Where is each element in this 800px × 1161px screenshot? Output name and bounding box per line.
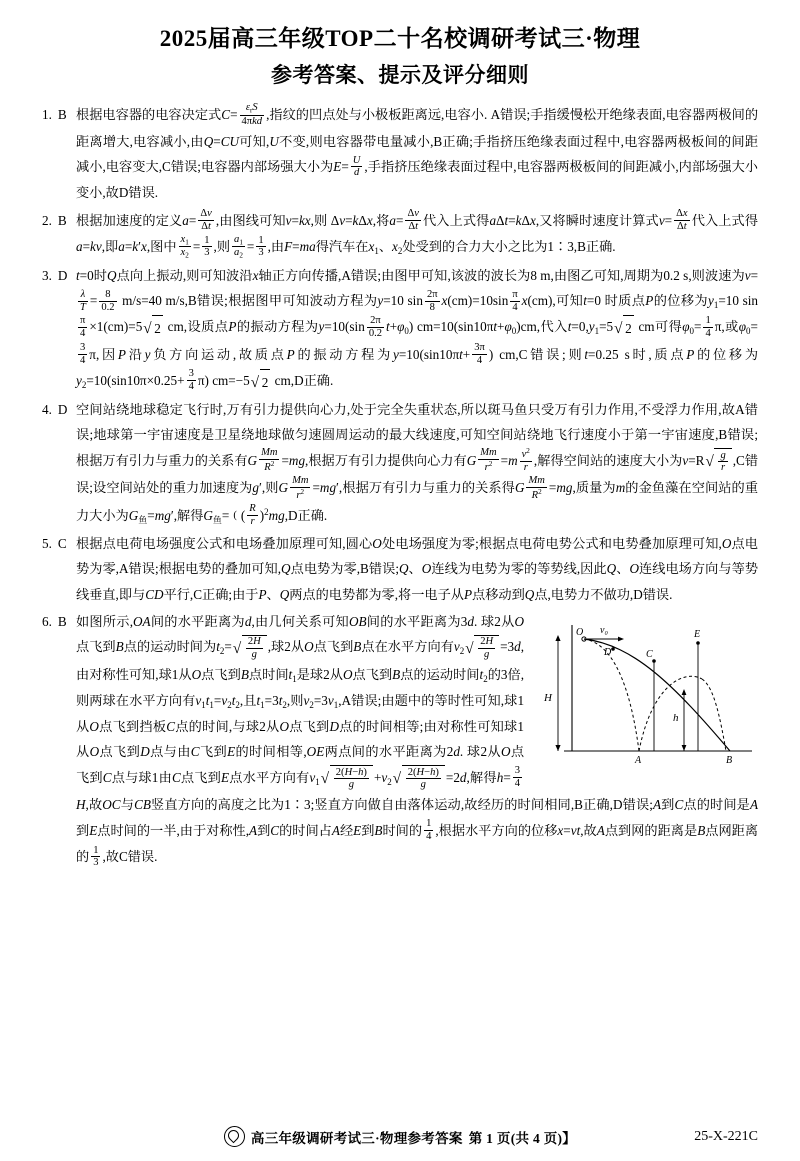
figure-label-v0: v₀ <box>600 624 608 636</box>
footer-title: 高三年级调研考试三·物理参考答案 <box>250 1130 463 1146</box>
footer-page-number: 第 1 页(共 4 页)】 <box>468 1130 577 1146</box>
figure-label-B: B <box>726 754 733 766</box>
footer-center <box>134 1126 666 1147</box>
answer-item-1-text: 根据电容器的电容决定式C= $\frac{\varepsilon_rS}{\text{4πkd}}$ ,指纹的凹点处与小极板距离远,电容小. A错误;手指缓慢松开绝缘表面,电容器两极间的距离增大,电容减小,由Q=CU可知,U不变,则电容器带电量减小,B正确;手指挤压绝缘表面过程中,电容器两极板间的间距减小,电容变大,C错误;电容器内部场强大小为E= $\frac{U}{d}$ ,手指挤压绝缘表面过程中,电容器两极板间的间距减小,内部场强大小变小,故D错误. <box>76 102 759 201</box>
answer-item-2 <box>42 208 758 261</box>
answer-item-3-text: t=0时Q点向上振动,则可知波沿x轴正方向传播,A错误;由图甲可知,该波的波长为8 m,由图乙可知,周期为0.2 s,则波速为v= $\frac{\lambda}{T}$ = $\frac{8}{0.2}$ m/s=40 m/s,B错误;根据图甲可知波动方程为y=10 sin $\frac{2\pi}{8}$ x(cm)=10sin $\frac{\pi}{4}$ x(cm),可知t=0 时质点P的位移为$y_1=10$ sin $\frac{\pi}{4}$ ×1(cm)=5 √ 2 cm,设质点P的振动方程为y=10(sin $\frac{2\pi}{0.2}$ $t+\varphi_0$) $cm=10(\sin 10\pi t+\varphi_0)cm$,代入$t=0,y_1=5$ √ 2 cm可得$\varphi_0=$ $\frac{1}{4}$ π,或$\varphi_0=$ $\frac{3}{4}$ π,因P沿y负方向运动,故质点P的振动方程为y=10(sin10πt+ $\frac{3\pi}{4}$ ) cm,C错误;则t=0.25 s时,质点P的位移为$y_2=10(\sin 10\pi\times 0.25+$ $\frac{3}{4}$ π) cm=−5 √ 2 cm,D正确. <box>76 268 758 388</box>
page-subtitle: 参考答案、提示及评分细则 <box>271 62 529 87</box>
page-title: 2025届高三年级TOP二十名校调研考试三·物理 <box>159 26 641 51</box>
answer-item-4 <box>42 397 758 529</box>
figure-label-O: O <box>576 626 584 638</box>
figure-label-A: A <box>635 754 642 766</box>
projectile-figure <box>534 613 758 769</box>
answer-item-3-number: 3. D <box>42 267 68 283</box>
answer-item-2-text: 根据加速度的定义a= $\frac{\Delta v}{\Delta t}$ ,由图线可知v=kx,则 Δv=kΔx,将a= $\frac{\Delta v}{\Delta t}$ 代入上式得aΔt=kΔx,又将瞬时速度计算式v= $\frac{\Delta x}{\Delta t}$ 代入上式得a=kv,即a=k′x,图中 $\frac{x_1}{x_2}$ = $\frac{1}{3}$ ,则 $\frac{a_1}{a_2}$ = $\frac{1}{3}$ ,由F=ma得汽车在$x_1$、$x_2$处受到的合力大小之比为1∶3,B正确. <box>76 208 759 260</box>
answer-item-4-number: 4. D <box>42 401 68 417</box>
answer-item-5-number: 5. C <box>42 535 67 551</box>
footer-paper-code: 25-X-221C <box>694 1128 758 1144</box>
answers-body <box>42 102 758 870</box>
page-footer <box>0 1126 800 1147</box>
figure-label-H: H <box>544 691 552 704</box>
answer-item-6-number: 6. B <box>42 613 67 629</box>
figure-label-E: E <box>694 628 701 640</box>
answer-item-2-number: 2. B <box>42 212 67 228</box>
answer-item-4-text: 空间站绕地球稳定飞行时,万有引力提供向心力,处于完全失重状态,所以斑马鱼只受万有引力作用,不受浮力作用,故A错误;地球第一宇宙速度是卫星绕地球做匀速圆周运动的最大线速度,可知空间站绕地飞行速度小于第一宇宙速度,B错误;根据万有引力与重力的关系有G $\frac{Mm}{R^2}$ =mg,根据万有引力提供向心力有G $\frac{Mm}{r^2}$ =m $\frac{v^2}{r}$ ,解得空间站的速度大小为v=R √ $\frac{g}{r}$ ,C错误;设空间站处的重力加速度为g′,则G $\frac{Mm}{r^2}$ =mg′,根据万有引力与重力的关系得G $\frac{Mm}{R^2}$ =mg,质量为m的金鱼藻在空间站的重力大小为$G_鱼=mg'$,解得$G_鱼=$ ( ( $\frac{R}{r}$ )$^2$mg,D正确. <box>76 402 758 523</box>
answer-item-6 <box>42 609 758 870</box>
answer-item-5 <box>42 531 758 607</box>
figure-label-h: h <box>673 711 679 724</box>
answer-item-6-text: 如图所示,OA间的水平距离为d,由几何关系可知OB间的水平距离为3d. 球2从O点飞到B点的运动时间为$t_2=$ √ $\frac{2H}{g}$ ,球2从O点飞到B点在水平方向有$v_2$ √ $\frac{2H}{g}$ =3d,由对称性可知,球1从O点飞到B点时间$t_1$是球2从O点飞到B点的运动时间$t_2$的3倍,则两球在水平方向有$v_1t_1=v_2t_2$,且$t_1=3t_2$,则$v_2=3v_1,A$错误;由题中的等时性可知,球1从O点飞到挡板C点的时间,与球2从O点飞到D点的时间相等;由对称性可知球1从O点飞到D点与由C飞到E的时间相等,OE两点间的水平距离为2d. 球2从O点飞到C点与球1由C点飞到E点水平方向有$v_1$ √ $\frac{2(H-h)}{g}$ $+v_2$ √ $\frac{2(H-h)}{g}$ =2d,解得h= $\frac{3}{4}$ H,故OC与CB竖直方向的高度之比为1∶3;竖直方向做自由落体运动,故经历的时间相同,B正确,D错误;A到C点的时间是A到E点时间的一半,由于对称性,A到C的时间占A经E到B时间的 $\frac{1}{4}$ ,根据水平方向的位移x=vt,故A点到网的距离是B点网距离的 $\frac{1}{3}$ ,故C错误. <box>76 614 758 864</box>
figure-label-C: C <box>646 648 653 660</box>
figure-label-D: D <box>604 646 612 658</box>
answer-item-1-number: 1. B <box>42 107 67 123</box>
school-logo-icon <box>224 1126 245 1147</box>
answer-item-3 <box>42 263 758 395</box>
answer-item-5-text: 根据点电荷电场强度公式和电场叠加原理可知,圆心O处电场强度为零;根据点电荷电势公式和电势叠加原理可知,O点电势为零,A错误;根据电势的叠加可知,Q点电势为零,B错误;Q、O连线为电势为零的等势线,因此Q、O连线电场方向与等势线垂直,即与CD平行,C正确;由于P、Q两点的电势都为零,将一电子从P点移动到Q点,电势力不做功,D错误. <box>76 535 759 602</box>
answer-item-1 <box>42 102 758 206</box>
